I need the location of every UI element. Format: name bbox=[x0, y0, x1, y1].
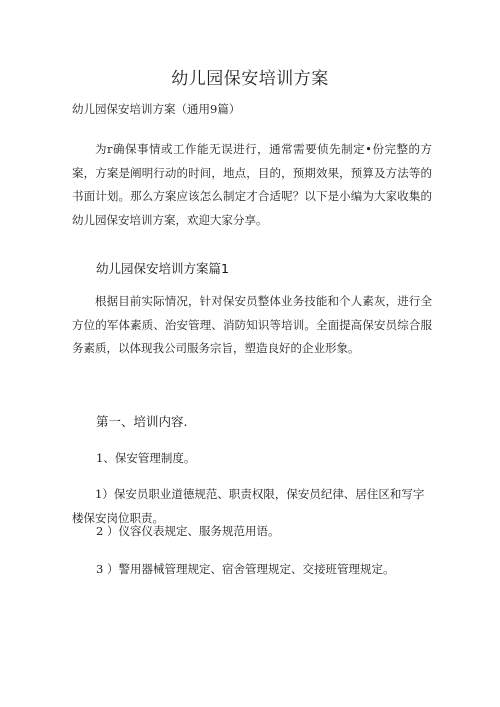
section-body-paragraph: 根据目前实际情况，针对保安员整体业务技能和个人素灰，进行全方位的军体素质、治安管理、消防知识等培训。全面提高保安员综合服务素质，以体现我公司服务宗旨，塑造良好的企业形象。 bbox=[72, 294, 432, 355]
document-title: 幼儿园保安培训方案 bbox=[171, 69, 329, 89]
list-item-1-3: 3 ）警用器械管理规定、宿舍管理规定、交接班管理规定。 bbox=[96, 562, 395, 576]
list-item-1: 1、保安管理制度。 bbox=[96, 451, 196, 465]
intro-paragraph: 为r确保事情或工作能无误进行，通常需要侦先制定•份完整的方案，方案是阐明行动的时间，地点，目的，预期效果，预算及方法等的书面计划。那么方案应该怎么制定才合适呢？以下是小编为大家收集的幼儿园保安培训方案，欢迎大家分享。 bbox=[72, 142, 432, 227]
list-item-1-2: 2 ）仪容仪表规定、服务规范用语。 bbox=[96, 524, 280, 538]
section-heading: 幼儿园保安培训方案篇1 bbox=[96, 261, 229, 276]
list-item-1-1: 1）保安员职业道德规范、职责权限，保安员纪律、居住区和写字楼保安岗位职责。 bbox=[72, 487, 425, 525]
document-subtitle: 幼儿园保安培训方案（通用9篇） bbox=[72, 102, 241, 116]
part-heading: 第一、培训内容. bbox=[96, 414, 188, 429]
